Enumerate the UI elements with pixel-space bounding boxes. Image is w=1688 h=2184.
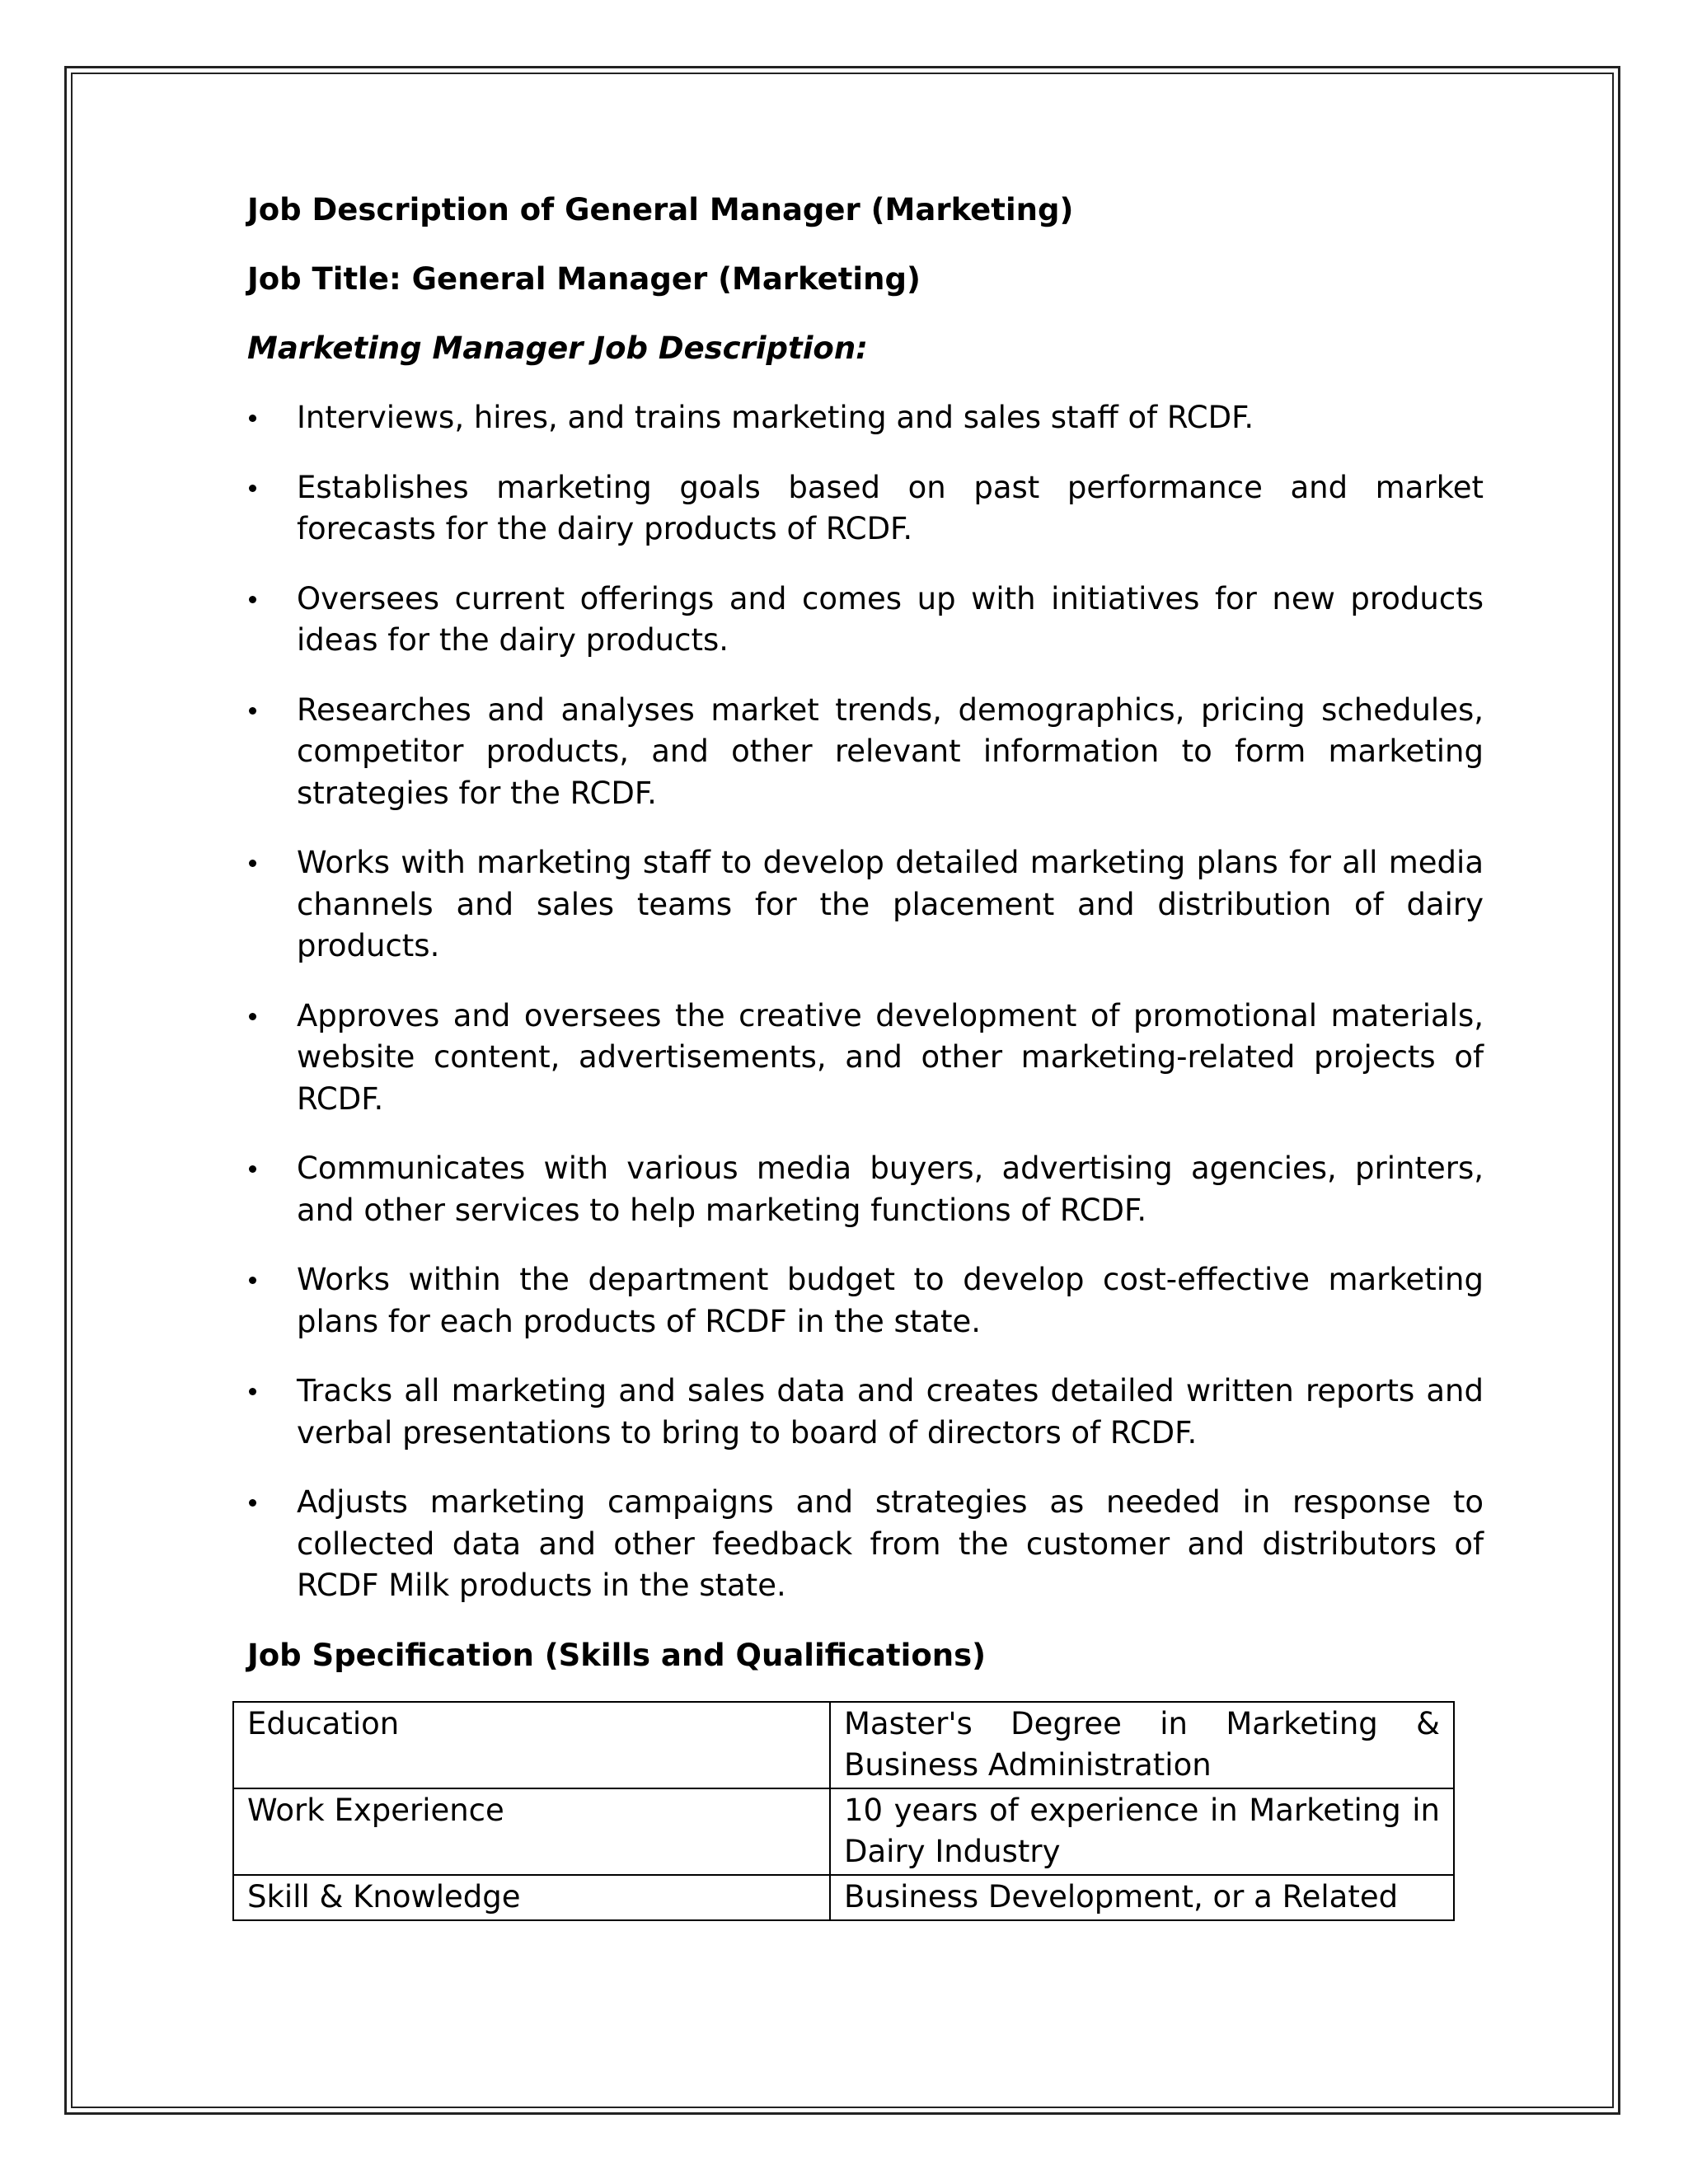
bullet-icon (249, 1499, 256, 1507)
list-item (247, 690, 1484, 815)
spec-heading: Job Specification (Skills and Qualifications) (247, 1637, 987, 1673)
table-row (233, 1788, 1454, 1875)
list-item (247, 1259, 1484, 1343)
list-item-text: Works with marketing staff to develop detailed marketing plans for all media channels and sales teams for the placement and distribution of dairy products. (297, 845, 1484, 963)
table-row (233, 1702, 1454, 1788)
list-item (247, 842, 1484, 968)
bullet-icon (249, 707, 256, 715)
list-item-text: Communicates with various media buyers, advertising agencies, printers, and other services to help marketing functions of RCDF. (297, 1151, 1484, 1228)
bullet-icon (249, 485, 256, 492)
list-item-text: Interviews, hires, and trains marketing and sales staff of RCDF. (297, 400, 1254, 435)
bullet-icon (249, 1388, 256, 1395)
list-item (247, 467, 1484, 551)
list-item-text: Tracks all marketing and sales data and creates detailed written reports and verbal presentations to bring to board of directors of RCDF. (297, 1373, 1484, 1451)
list-item-text: Establishes marketing goals based on past performance and market forecasts for the dairy products of RCDF. (297, 469, 1484, 546)
document-body (247, 190, 1484, 1921)
spec-value: Business Development, or a Related (830, 1875, 1454, 1920)
spec-label: Education (233, 1702, 830, 1788)
bullet-icon (249, 596, 256, 603)
list-item (247, 1482, 1484, 1607)
list-item-text: Works within the department budget to develop cost-effective marketing plans for each products of RCDF in the state. (297, 1262, 1484, 1339)
responsibilities-list (247, 397, 1484, 1607)
list-item (247, 579, 1484, 662)
spec-value: Master's Degree in Marketing & Business Administration (830, 1702, 1454, 1788)
spec-label: Work Experience (233, 1788, 830, 1875)
bullet-icon (249, 860, 256, 867)
document-title: Job Description of General Manager (Marketing) (247, 192, 1074, 227)
list-item-text: Approves and oversees the creative development of promotional materials, website content, advertisements, and other marketing-related projects of RCDF. (297, 997, 1484, 1117)
list-item-text: Adjusts marketing campaigns and strategies as needed in response to collected data and other feedback from the customer and distributors of RCDF Milk products in the state. (297, 1484, 1484, 1603)
spec-value: 10 years of experience in Marketing in Dairy Industry (830, 1788, 1454, 1875)
spec-table (232, 1701, 1455, 1921)
section-heading: Marketing Manager Job Description: (247, 330, 868, 366)
list-item (247, 397, 1484, 439)
bullet-icon (249, 1165, 256, 1173)
bullet-icon (249, 415, 256, 422)
table-row (233, 1875, 1454, 1920)
list-item (247, 1371, 1484, 1454)
list-item (247, 1148, 1484, 1231)
bullet-icon (249, 1013, 256, 1020)
spec-label: Skill & Knowledge (233, 1875, 830, 1920)
job-title: Job Title: General Manager (Marketing) (247, 261, 921, 297)
list-item-text: Oversees current offerings and comes up with initiatives for new products ideas for the dairy products. (297, 580, 1484, 658)
list-item-text: Researches and analyses market trends, demographics, pricing schedules, competitor products, and other relevant information to form marketing strategies for the RCDF. (297, 691, 1484, 811)
bullet-icon (249, 1277, 256, 1284)
list-item (247, 996, 1484, 1121)
